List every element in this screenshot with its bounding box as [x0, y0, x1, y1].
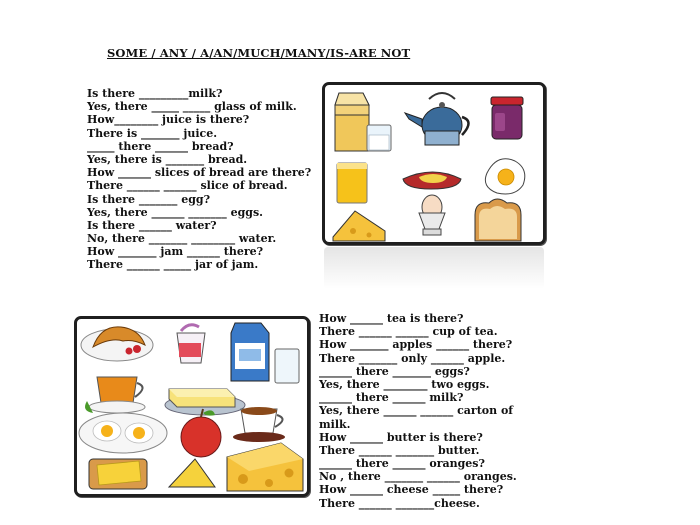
- exercise-line: There ______ ______ slice of bread.: [87, 179, 288, 193]
- butter-icon: [165, 389, 245, 415]
- exercise-line: How ______ cheese _____ there?: [319, 483, 504, 497]
- worksheet-title: SOME / ANY / A/AN/MUCH/MANY/IS-ARE NOT: [107, 46, 411, 60]
- yogurt-cup-icon: [177, 325, 205, 363]
- exercise-line: There ______ _______ butter.: [319, 443, 480, 457]
- exercise-line: How ______ butter is there?: [319, 430, 483, 444]
- sausage-icon: [403, 172, 461, 189]
- exercise-line: No , there _______ ______ oranges.: [319, 470, 517, 484]
- exercise-line: How _______ apples ______ there?: [319, 338, 513, 352]
- exercise-line: _____ there ______ bread?: [87, 139, 234, 153]
- apple-icon: [181, 409, 221, 457]
- jam-jar-icon: [491, 97, 523, 139]
- exercise-line: There ______ ______ cup of tea.: [319, 325, 498, 339]
- exercise-line: ______ there ______ milk?: [319, 391, 464, 405]
- exercise-line: Yes, there _____ _____ glass of milk.: [87, 100, 297, 114]
- left-exercise-lines: [87, 87, 311, 272]
- toast-icon: [475, 199, 521, 241]
- egg-cup-icon: [419, 195, 445, 235]
- exercise-line: How ______ slices of bread are there?: [87, 166, 312, 180]
- food-illustration-bottom: [77, 319, 307, 494]
- food-picture-frame-top: [322, 82, 546, 245]
- exercise-line: Yes, there ______ _______ eggs.: [87, 205, 264, 219]
- exercise-line: There ______ _____ jar of jam.: [87, 258, 259, 272]
- toast-cheese-icon: [89, 459, 147, 489]
- exercise-line: No, there _______ ________ water.: [87, 232, 277, 246]
- exercise-line: Is there _______ egg?: [87, 192, 211, 206]
- food-illustration-top: [325, 85, 543, 242]
- exercise-line: Yes, there is _______ bread.: [87, 152, 248, 166]
- exercise-line: There ______ _______cheese.: [319, 496, 480, 510]
- fried-egg-icon: [485, 159, 524, 194]
- cheese-wedge-icon: [169, 459, 215, 487]
- frame-reflection: [324, 247, 544, 289]
- exercise-line: There _______ only ______ apple.: [319, 351, 506, 365]
- fried-eggs-plate-icon: [79, 413, 167, 453]
- teapot-icon: [405, 93, 469, 145]
- exercise-line: Yes, there ________ two eggs.: [319, 377, 490, 391]
- tea-cup-icon: [85, 377, 145, 413]
- exercise-line: How _______ jam ______ there?: [87, 245, 264, 259]
- milk-glass-icon: [367, 125, 391, 151]
- cheese-block-icon: [227, 443, 303, 491]
- food-picture-frame-bottom: [74, 316, 310, 497]
- coffee-cup-icon: [233, 407, 285, 442]
- exercise-line: How ______ tea is there?: [319, 312, 464, 325]
- exercise-line: milk.: [319, 417, 351, 431]
- exercise-line: There is _______ juice.: [87, 126, 218, 140]
- right-exercise-lines: [319, 312, 517, 510]
- exercise-line: Yes, there ______ ______ carton of: [319, 404, 514, 418]
- milk-glass-icon: [275, 349, 299, 383]
- exercise-line: ______ there _______ eggs?: [319, 364, 470, 378]
- exercise-line: ______ there ______ oranges?: [319, 457, 485, 471]
- juice-glass-icon: [337, 163, 367, 203]
- exercise-line: Is there ______ water?: [87, 218, 217, 232]
- croissant-icon: [81, 327, 153, 361]
- cheese-icon: [333, 211, 385, 241]
- milk-carton-icon: [231, 323, 269, 381]
- exercise-line: How________ juice is there?: [87, 113, 250, 127]
- exercise-line: Is there _________milk?: [87, 87, 223, 100]
- milk-carton-icon: [335, 93, 369, 151]
